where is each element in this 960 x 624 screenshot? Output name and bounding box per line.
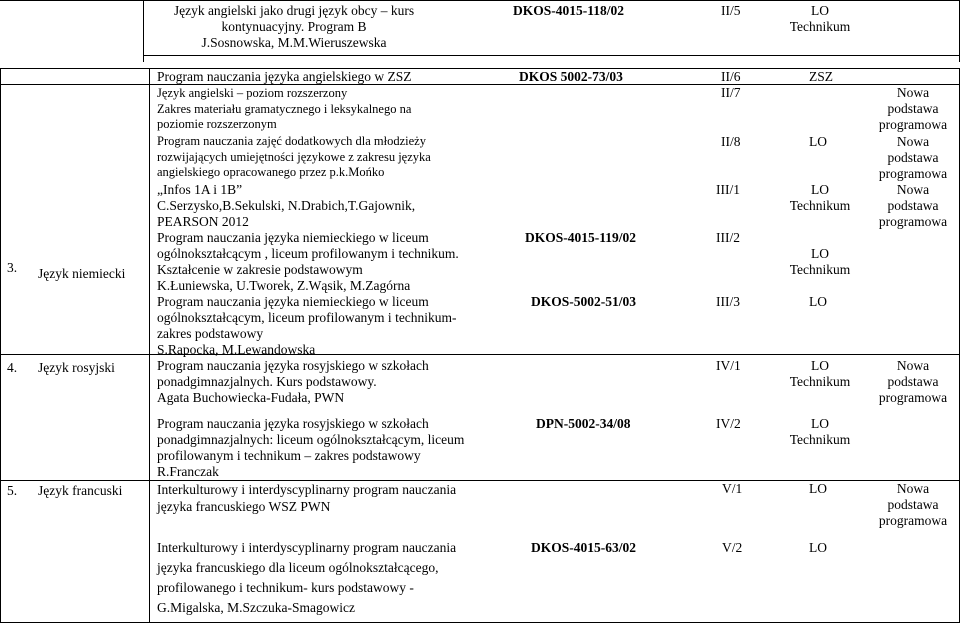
rule-col-1	[149, 68, 150, 623]
section-number-3: 3.	[7, 260, 18, 275]
school-label: LO	[809, 134, 827, 149]
rule-top	[0, 0, 960, 1]
school-label: LO Technikum	[789, 416, 851, 447]
program-text: Interkulturowy i interdyscyplinarny program nauczania języka francuskiego WSZ PWN	[157, 482, 457, 514]
class-label: III/3	[716, 294, 740, 309]
note-new-core: Nowa podstawa programowa	[878, 134, 948, 181]
class-label: V/2	[722, 540, 743, 555]
class-label: III/2	[716, 230, 740, 245]
program-code: DKOS-4015-119/02	[525, 230, 637, 245]
class-label: II/7	[721, 85, 741, 100]
rule-top-bottom	[143, 55, 960, 56]
class-label: III/1	[716, 182, 740, 197]
program-text: Język angielski – poziom rozszerzony Zakres materiału gramatycznego i leksykalnego na poziomie rozszerzonym	[157, 86, 412, 131]
program-text: Program nauczania języka niemieckiego w liceum ogólnokształcącym, liceum profilowanym i technikum- zakres podstawowy S.Rapocka, M.Lewandowska	[157, 294, 457, 357]
section-subject-5: Język francuski	[38, 483, 123, 498]
program-text: Program nauczania języka rosyjskiego w szkołach ponadgimnazjalnych. Kurs podstawowy. Agata Buchowiecka-Fudała, PWN	[157, 358, 429, 405]
rule-main-bottom	[0, 622, 960, 623]
rule-sec-4	[0, 354, 960, 355]
section-number-5: 5.	[7, 483, 18, 498]
note-new-core: Nowa podstawa programowa	[878, 182, 948, 229]
program-code: DPN-5002-34/08	[536, 416, 631, 431]
note-new-core: Nowa podstawa programowa	[878, 481, 948, 528]
top-class: II/5	[721, 3, 741, 18]
class-label: II/8	[721, 134, 741, 149]
class-label: II/6	[721, 69, 741, 84]
school-label: LO	[809, 294, 827, 309]
program-text: Interkulturowy i interdyscyplinarny program nauczania języka francuskiego dla liceum ogólnokształcącego, profilowanego i technikum- kurs podstawowy - G.Migalska, M.Szczuka-Smagowicz	[157, 540, 457, 615]
school-label: LO Technikum	[789, 246, 851, 277]
note-new-core: Nowa podstawa programowa	[878, 85, 948, 132]
program-code: DKOS 5002-73/03	[519, 69, 623, 84]
program-text: Program nauczania języka niemieckiego w liceum ogólnokształcącym , liceum profilowanym i technikum. Kształcenie w zakresie podstawowym K.Łuniewska, U.Tworek, Z.Wąsik, M.Zagórna	[157, 230, 459, 293]
program-code: DKOS-5002-51/03	[531, 294, 637, 309]
program-text: Program nauczania języka rosyjskiego w szkołach ponadgimnazjalnych: liceum ogólnokształcącym, liceum profilowanym i technikum – zakres podstawowy R.Franczak	[157, 416, 465, 479]
class-label: IV/2	[716, 416, 741, 431]
top-school: LO Technikum	[789, 3, 851, 34]
school-label: LO	[809, 481, 827, 496]
school-label: LO Technikum	[789, 182, 851, 213]
class-label: V/1	[722, 481, 743, 496]
program-text: Program nauczania zajęć dodatkowych dla młodzieży rozwijających umiejętności językowe z zakresu języka angielskiego opracowanego przez p.k.Mońko	[157, 134, 431, 179]
section-subject-3: Język niemiecki	[38, 266, 126, 281]
section-number-4: 4.	[7, 360, 18, 375]
class-label: IV/1	[716, 358, 741, 373]
top-code: DKOS-4015-118/02	[513, 3, 625, 18]
school-label: LO Technikum	[789, 358, 851, 389]
program-text: „Infos 1A i 1B” C.Serzysko,B.Sekulski, N.Drabich,T.Gajownik, PEARSON 2012	[157, 182, 416, 229]
program-code: DKOS-4015-63/02	[531, 540, 637, 555]
rule-col-0	[0, 68, 1, 623]
school-label: ZSZ	[809, 69, 834, 84]
section-subject-4: Język rosyjski	[38, 360, 115, 375]
program-text: Program nauczania języka angielskiego w ZSZ	[157, 69, 412, 84]
note-new-core: Nowa podstawa programowa	[878, 358, 948, 405]
top-description: Język angielski jako drugi język obcy – kurs kontynuacyjny. Program B J.Sosnowska, M.M.Wieruszewska	[173, 3, 415, 50]
school-label: LO	[809, 540, 827, 555]
